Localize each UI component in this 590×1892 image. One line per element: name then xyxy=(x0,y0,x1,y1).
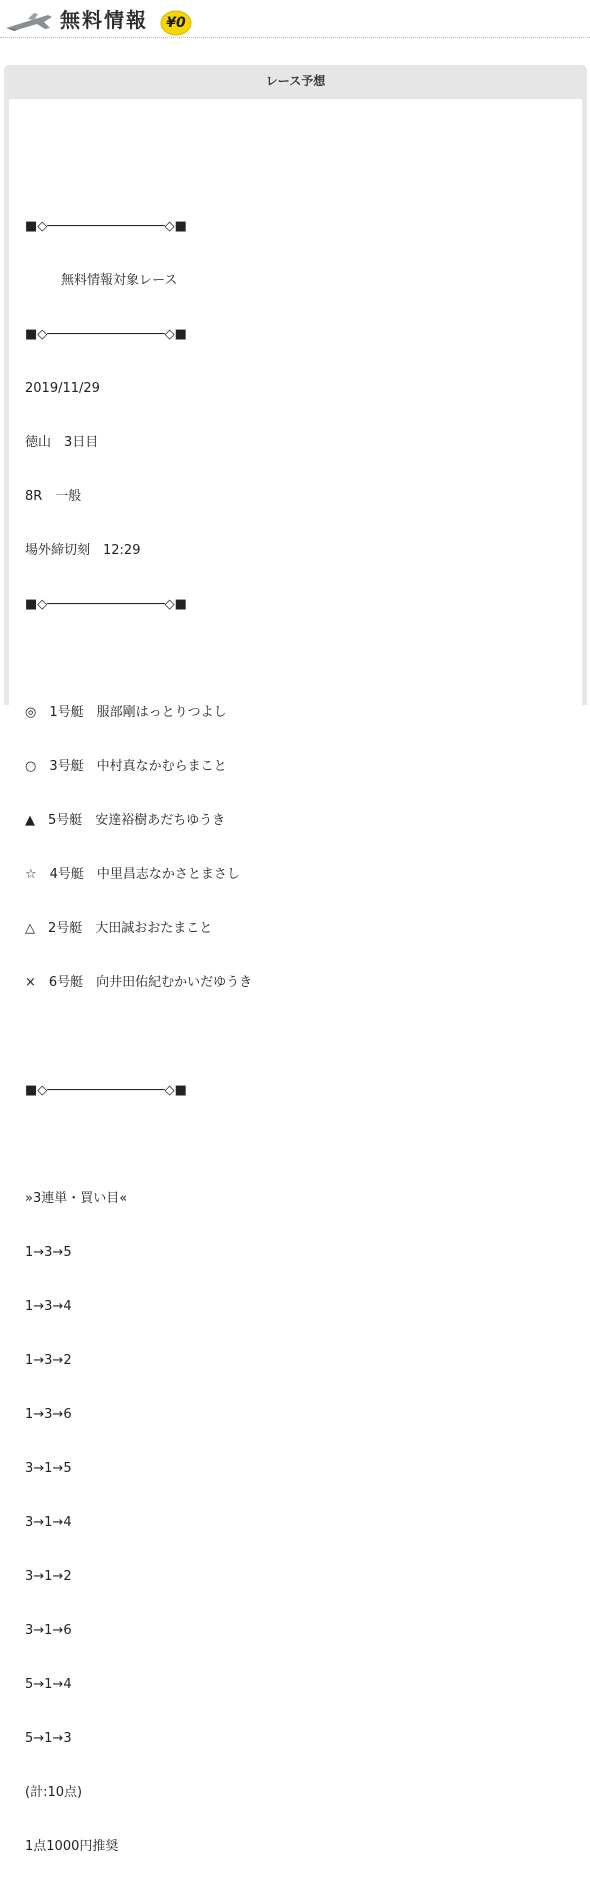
bet-combination: 3→1→6 xyxy=(25,1623,72,1638)
page-header xyxy=(0,0,590,40)
panel-title: レース予想 xyxy=(265,74,326,88)
race-venue-day: 徳山 3日目 xyxy=(25,435,99,450)
bet-combination: 3→1→5 xyxy=(25,1461,72,1476)
divider-line: ■◇───────────────◇■ xyxy=(25,597,187,612)
bet-combination: 1→3→6 xyxy=(25,1407,72,1422)
bet-combination: 5→1→3 xyxy=(25,1731,72,1746)
header-divider xyxy=(0,37,590,38)
prediction-content xyxy=(25,128,252,1892)
prediction-item: ☆ 4号艇 中里昌志なかさとまさし xyxy=(25,867,240,882)
bet-combination: 3→1→2 xyxy=(25,1569,72,1584)
race-date: 2019/11/29 xyxy=(25,381,100,396)
prediction-item: ◎ 1号艇 服部剛はっとりつよし xyxy=(25,705,227,720)
target-race-label: 無料情報対象レース xyxy=(61,273,178,288)
bet-combination: 5→1→4 xyxy=(25,1677,72,1692)
bet-combination: 1→3→2 xyxy=(25,1353,72,1368)
bet-combination: 3→1→4 xyxy=(25,1515,72,1530)
price-badge: ¥0 xyxy=(166,15,186,31)
prediction-item: ▲ 5号艇 安達裕樹あだちゆうき xyxy=(25,813,226,828)
panel-body xyxy=(9,99,582,1854)
race-prediction-panel xyxy=(4,65,587,1854)
race-class: 8R 一般 xyxy=(25,489,82,504)
page-title: 無料情報 xyxy=(60,8,148,32)
bet-combination: 1→3→5 xyxy=(25,1245,72,1260)
prediction-item: ○ 3号艇 中村真なかむらまこと xyxy=(25,759,227,774)
bet-combination: 1→3→4 xyxy=(25,1299,72,1314)
prediction-item: × 6号艇 向井田佑紀むかいだゆうき xyxy=(25,975,253,990)
bets-stake: 1点1000円推奨 xyxy=(25,1839,119,1854)
airplane-icon xyxy=(4,9,54,33)
divider-line: ■◇───────────────◇■ xyxy=(25,219,187,234)
bets-total: (計:10点) xyxy=(25,1785,83,1800)
bets-heading: »3連単・買い目« xyxy=(25,1191,128,1206)
race-deadline: 場外締切刻 12:29 xyxy=(25,543,141,558)
prediction-item: △ 2号艇 大田誠おおたまこと xyxy=(25,921,213,936)
divider-line: ■◇───────────────◇■ xyxy=(25,327,187,342)
divider-line: ■◇───────────────◇■ xyxy=(25,1083,187,1098)
